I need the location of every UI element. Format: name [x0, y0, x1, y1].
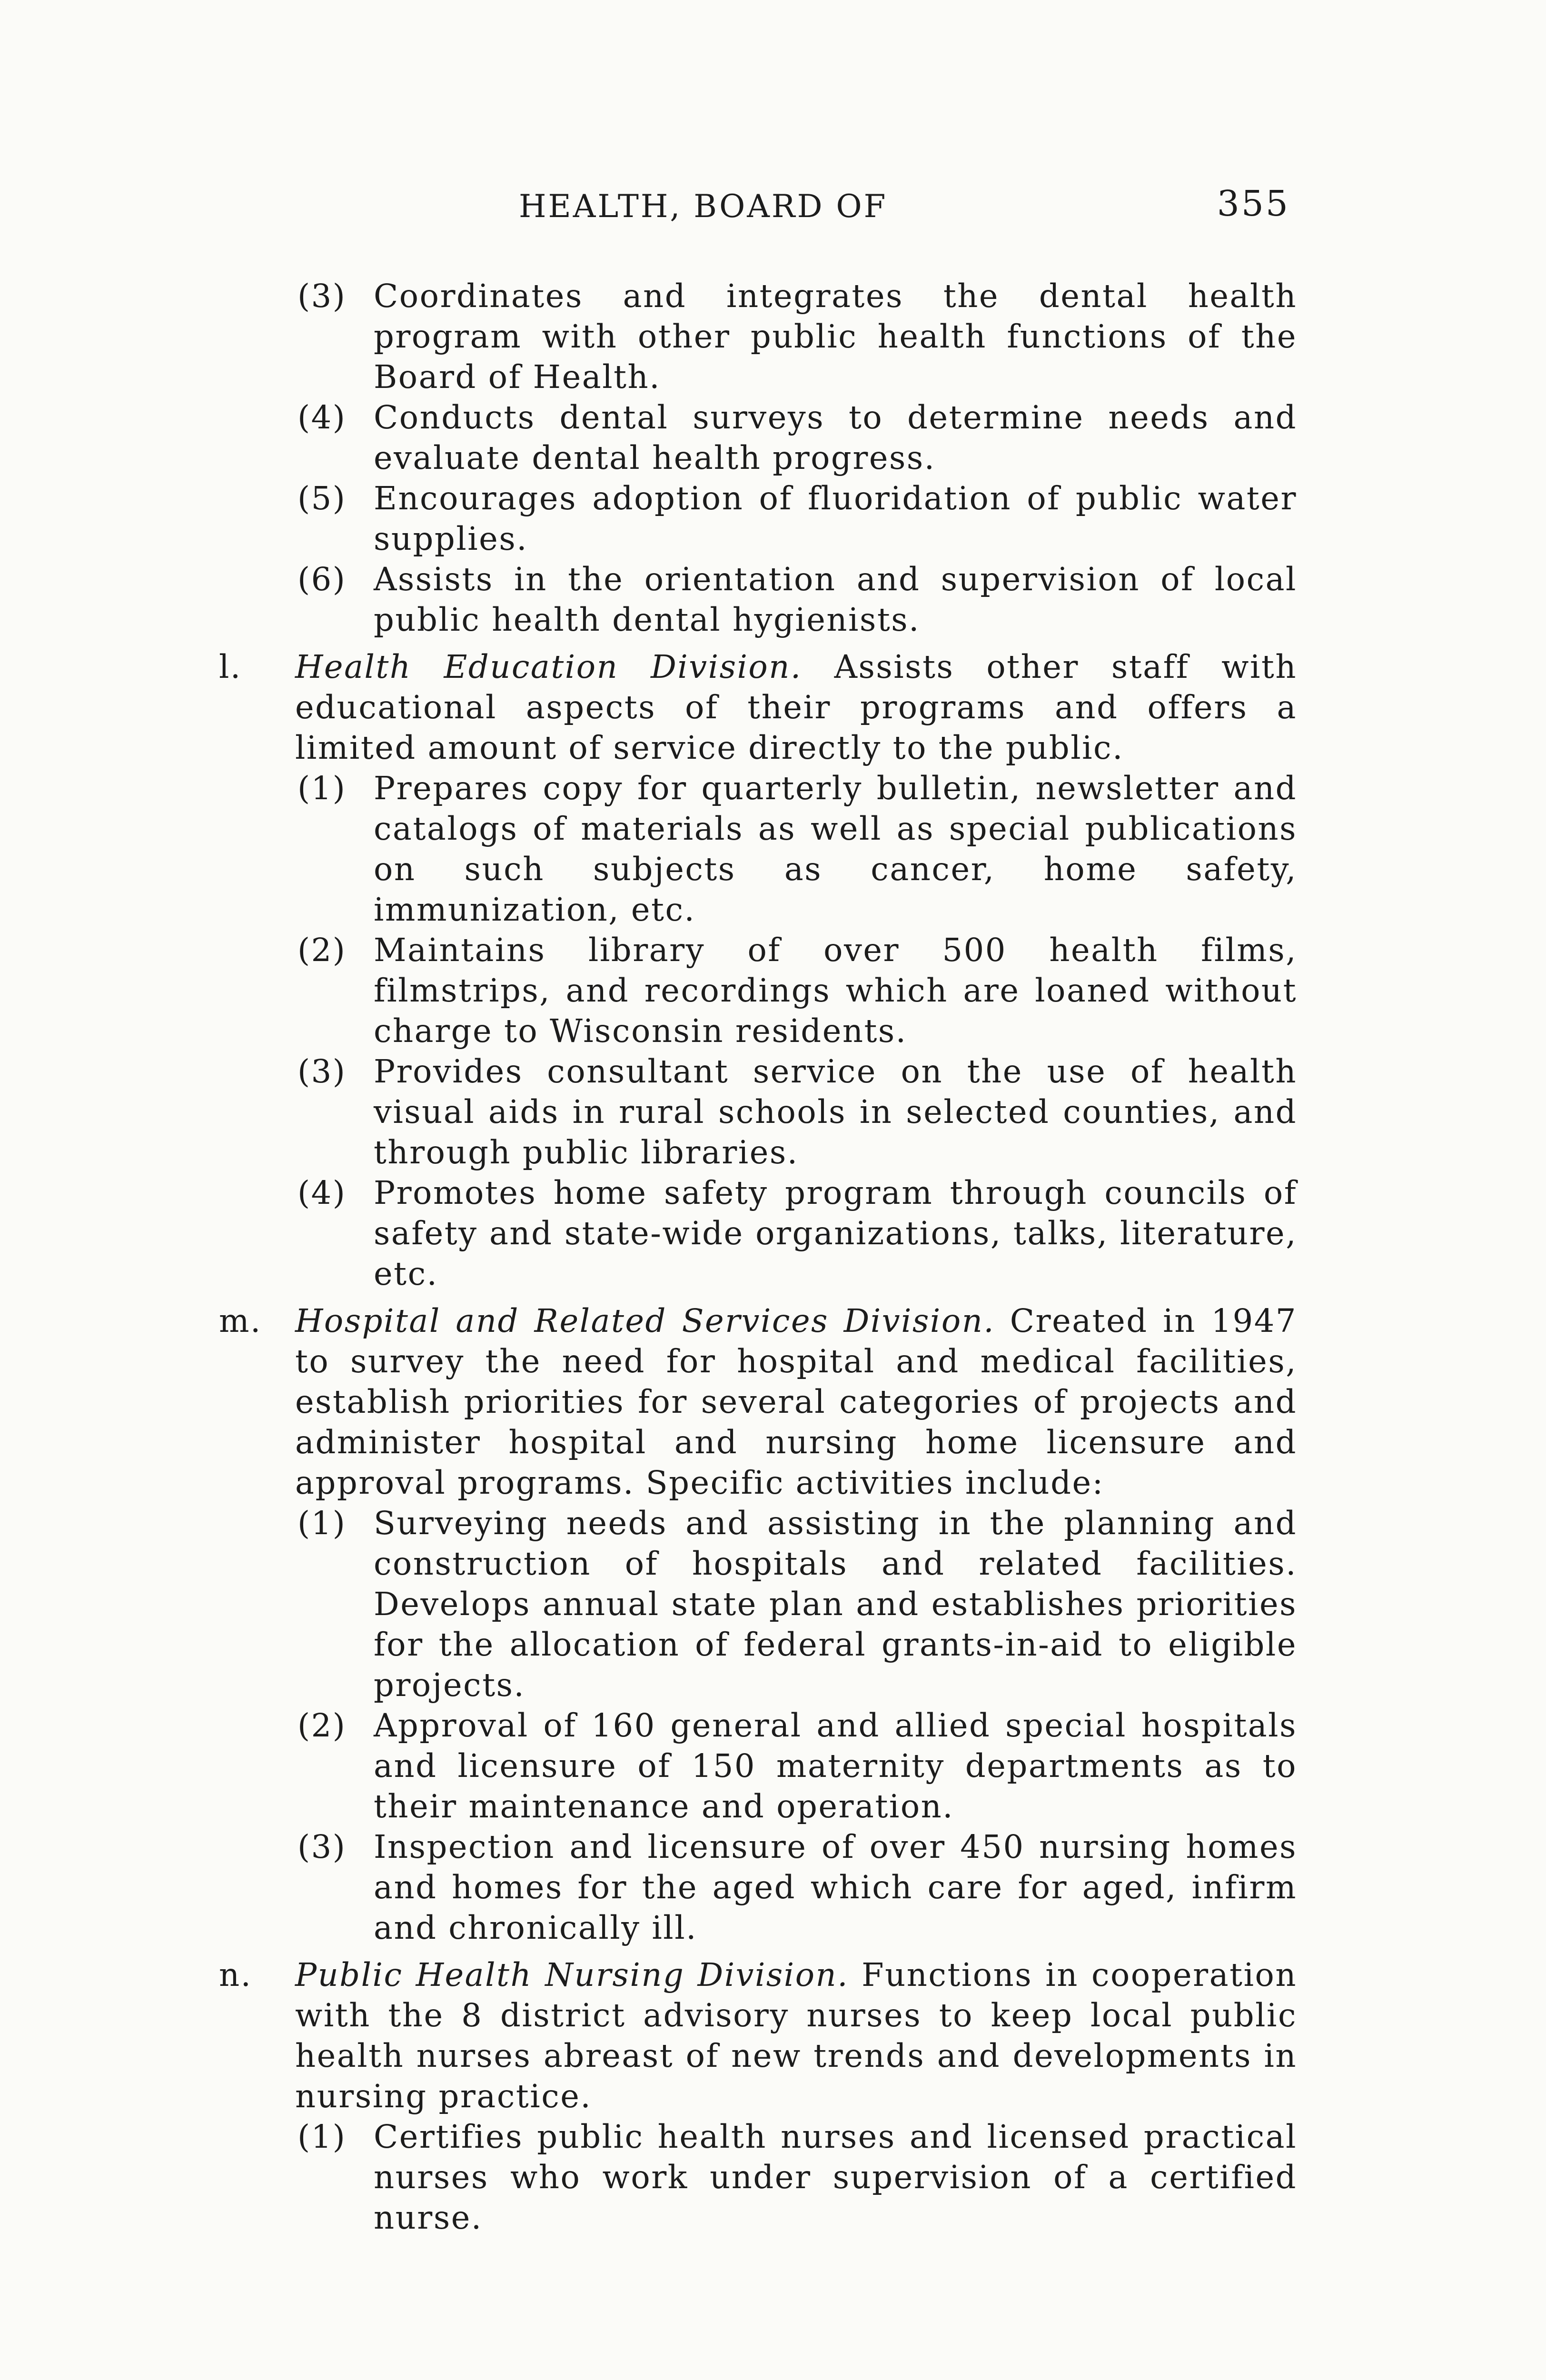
item-number: (3) [297, 278, 347, 315]
item-number: (2) [297, 932, 347, 969]
list-item [219, 559, 1297, 640]
item-number: (3) [297, 1053, 347, 1090]
item-text: Certifies public health nurses and licensed practical nurses who work under supervision of a certified nurse. [374, 2118, 1297, 2236]
list-item [219, 1706, 1297, 1827]
page-body [219, 276, 1297, 2238]
section-heading: Public Health Nursing Division. [295, 1956, 849, 1993]
item-number: (4) [297, 399, 347, 436]
list-item [219, 276, 1297, 397]
item-text: Assists in the orientation and supervision of local public health dental hygienists. [374, 561, 1297, 638]
section-text: Created in 1947 to survey the need for hospital and medical facilities, establish priorities for several categories of projects and administer hospital and nursing home licensure and approval programs. Specific activities include: [295, 1302, 1297, 1501]
item-text: Provides consultant service on the use of health visual aids in rural schools in selected counties, and through public libraries. [374, 1053, 1297, 1171]
section-letter: m. [219, 1302, 262, 1339]
section-n [219, 1955, 1297, 2117]
item-text: Encourages adoption of fluoridation of public water supplies. [374, 480, 1297, 557]
item-number: (2) [297, 1707, 347, 1744]
item-text: Inspection and licensure of over 450 nursing homes and homes for the aged which care for aged, infirm and chronically ill. [374, 1828, 1297, 1946]
list-item [219, 2117, 1297, 2238]
list-item [219, 1503, 1297, 1706]
running-head: HEALTH, BOARD OF [519, 188, 888, 225]
list-item [219, 1827, 1297, 1948]
list-item [219, 930, 1297, 1051]
item-text: Promotes home safety program through councils of safety and state-wide organizations, talks, literature, etc. [374, 1174, 1297, 1292]
item-number: (1) [297, 2118, 347, 2155]
item-number: (5) [297, 480, 347, 517]
list-item [219, 1173, 1297, 1294]
section-m [219, 1301, 1297, 1503]
item-text: Maintains library of over 500 health films, filmstrips, and recordings which are loaned without charge to Wisconsin residents. [374, 932, 1297, 1050]
item-text: Prepares copy for quarterly bulletin, newsletter and catalogs of materials as well as special publications on such subjects as cancer, home safety, immunization, etc. [374, 770, 1297, 928]
section-letter: n. [219, 1956, 252, 1993]
section-letter: l. [219, 648, 242, 685]
item-number: (1) [297, 770, 347, 807]
section-text: Functions in cooperation with the 8 district advisory nurses to keep local public health nurses abreast of new trends and developments in nursing practice. [295, 1956, 1297, 2115]
item-text: Conducts dental surveys to determine needs and evaluate dental health progress. [374, 399, 1297, 476]
item-text: Coordinates and integrates the dental health program with other public health functions of the Board of Health. [374, 278, 1297, 396]
section-l [219, 647, 1297, 768]
item-number: (3) [297, 1828, 347, 1865]
item-number: (6) [297, 561, 347, 598]
section-heading: Hospital and Related Services Division. [295, 1302, 995, 1339]
item-number: (4) [297, 1174, 347, 1211]
section-text: Assists other staff with educational aspects of their programs and offers a limited amount of service directly to the public. [295, 648, 1297, 766]
list-item [219, 768, 1297, 930]
page-header [500, 183, 1290, 240]
section-heading: Health Education Division. [295, 648, 802, 685]
item-text: Surveying needs and assisting in the planning and construction of hospitals and related facilities. Develops annual state plan and establishes priorities for the allocation of federal grants-in-aid to eligible projects. [374, 1505, 1297, 1704]
list-item [219, 1051, 1297, 1173]
item-number: (1) [297, 1505, 347, 1542]
list-item [219, 478, 1297, 559]
page-number: 355 [1217, 183, 1290, 224]
item-text: Approval of 160 general and allied special hospitals and licensure of 150 maternity departments as to their maintenance and operation. [374, 1707, 1297, 1825]
list-item [219, 397, 1297, 478]
